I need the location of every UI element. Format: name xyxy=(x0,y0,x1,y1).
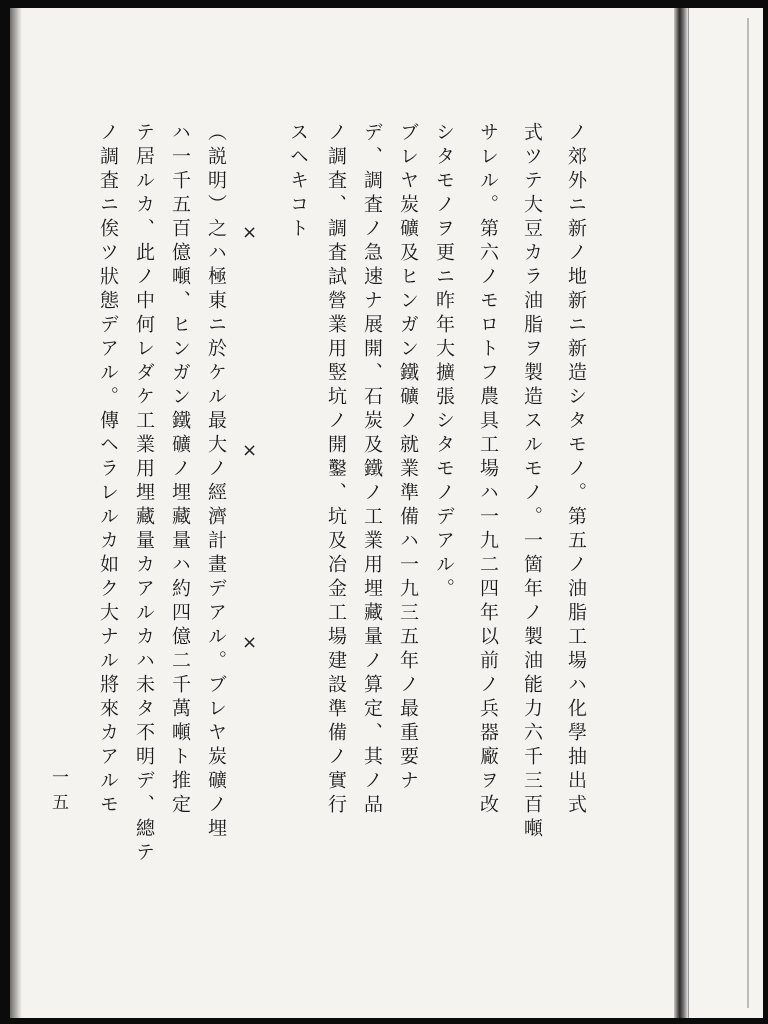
page-edge-shadow xyxy=(10,8,22,1018)
section-mark-1: × xyxy=(242,222,258,243)
text-column-11: ハ一千五百億噸、ヒンガン鐵礦ノ埋藏量ハ約四億二千萬噸ト推定 xyxy=(169,122,191,818)
section-mark-3: × xyxy=(242,632,258,653)
text-column-12: テ居ルカ、此ノ中何レダケ工業用埋藏量カアルカハ未タ不明デ、總テ xyxy=(133,122,155,866)
page-number: 一五 xyxy=(48,768,68,818)
text-column-5: ブレヤ炭礦及ヒンガン鐵礦ノ就業準備ハ一九三五年ノ最重要ナ xyxy=(397,122,419,794)
text-column-2: 式ツテ大豆カラ油脂ヲ製造スルモノ。一箇年ノ製油能力六千三百噸 xyxy=(521,122,543,842)
section-mark-2: × xyxy=(242,440,258,461)
text-column-7: ノ調査、調査試營業用竪坑ノ開鑿、坑及冶金工場建設準備ノ實行 xyxy=(325,122,347,818)
text-column-1: ノ郊外ニ新ノ地新ニ新造シタモノ。第五ノ油脂工場ハ化學抽出式 xyxy=(565,122,587,818)
book-page xyxy=(10,8,678,1018)
facing-page-edge xyxy=(688,8,763,1018)
page-edge-line xyxy=(747,18,749,1008)
text-column-4: シタモノヲ更ニ昨年大擴張シタモノデアル。 xyxy=(433,122,455,602)
text-column-8: スヘキコト xyxy=(287,122,309,242)
text-column-3: サレル。第六ノモロトフ農具工場ハ一九二四年以前ノ兵器廠ヲ改 xyxy=(477,122,499,818)
text-column-10: （説明）之ハ極東ニ於ケル最大ノ經濟計畫デアル。ブレヤ炭礦ノ埋 xyxy=(205,122,227,842)
book-spread xyxy=(10,8,762,1018)
text-column-6: デ、調査ノ急速ナ展開、石炭及鐵ノ工業用埋藏量ノ算定、其ノ品 xyxy=(361,122,383,818)
book-gutter xyxy=(674,8,688,1018)
text-column-13: ノ調査ニ俟ツ狀態デアル。傳ヘラレルカ如ク大ナル將來カアルモ xyxy=(97,122,119,818)
